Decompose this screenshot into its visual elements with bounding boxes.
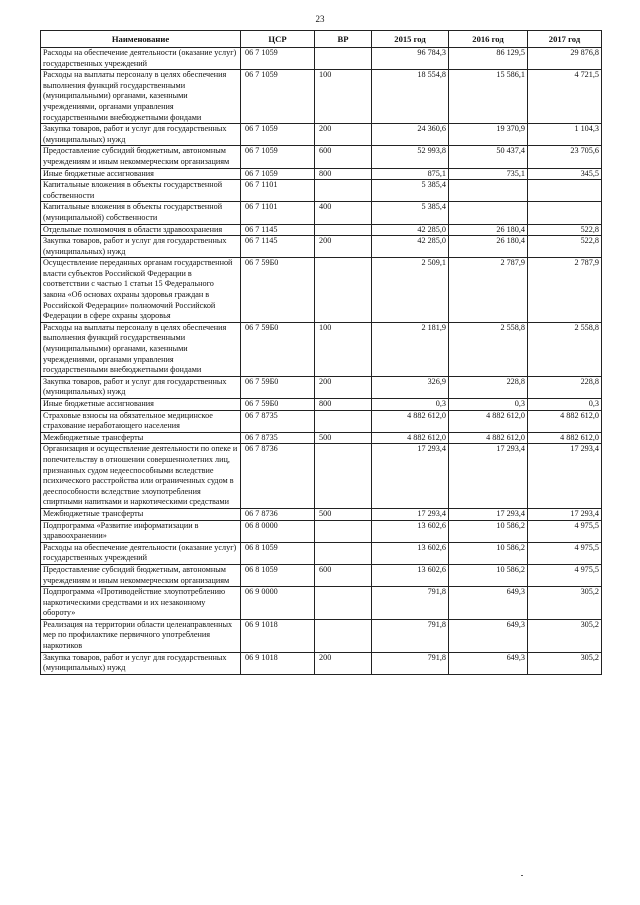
row-2016: 4 882 612,0 [449,432,528,444]
row-2017: 17 293,4 [528,508,602,520]
row-2015: 791,8 [372,587,449,620]
row-2016: 4 882 612,0 [449,410,528,432]
row-2015: 326,9 [372,376,449,398]
table-row [41,322,602,376]
row-name: Расходы на выплаты персоналу в целях обеспечения выполнения функций государственными (муниципальными) органами, казенными учреждениями, органами управления государственными внебюджетными фондами [41,322,241,376]
row-2015: 0,3 [372,399,449,411]
row-2016: 649,3 [449,652,528,674]
row-name: Организация и осуществление деятельности по опеке и попечительству в отношении совершеннолетних лиц, признанных судом недееспособными вследствие психического расстройства или ограниченных судом в дееспособности вследствие злоупотребления спиртными напитками и наркотическими средствами [41,444,241,509]
row-2015: 875,1 [372,168,449,180]
row-csr: 06 7 59Б0 [241,399,315,411]
row-2015: 5 385,4 [372,180,449,202]
row-name: Межбюджетные трансферты [41,432,241,444]
table-row [41,399,602,411]
row-name: Закупка товаров, работ и услуг для государственных (муниципальных) нужд [41,376,241,398]
row-vr [315,619,372,652]
row-vr: 200 [315,376,372,398]
table-row [41,146,602,168]
row-name: Отдельные полномочия в области здравоохранения [41,224,241,236]
row-vr: 200 [315,652,372,674]
row-csr: 06 7 59Б0 [241,322,315,376]
row-vr: 100 [315,70,372,124]
row-2016: 15 586,1 [449,70,528,124]
row-2017: 522,8 [528,236,602,258]
table-row [41,652,602,674]
row-name: Капитальные вложения в объекты государственной (муниципальной) собственности [41,202,241,224]
row-2015: 791,8 [372,619,449,652]
row-vr [315,180,372,202]
row-2016: 649,3 [449,587,528,620]
row-2017: 1 104,3 [528,124,602,146]
row-2016: 0,3 [449,399,528,411]
row-2016: 26 180,4 [449,236,528,258]
row-2016: 17 293,4 [449,508,528,520]
table-header-row [41,31,602,48]
row-csr: 06 7 8736 [241,444,315,509]
row-2016: 735,1 [449,168,528,180]
row-csr: 06 7 1145 [241,224,315,236]
table-row [41,619,602,652]
row-name: Осуществление переданных органам государственной власти субъектов Российской Федерации в соответствии с частью 1 статьи 15 Федерального закона «Об основах охраны здоровья граждан в Российской Федерации» полномочий Российской Федерации в сфере охраны здоровья [41,258,241,323]
row-2015: 17 293,4 [372,508,449,520]
row-name: Расходы на обеспечение деятельности (оказание услуг) государственных учреждений [41,48,241,70]
row-2015: 17 293,4 [372,444,449,509]
row-vr: 200 [315,124,372,146]
header-2015: 2015 год [372,31,449,48]
row-csr: 06 7 1101 [241,202,315,224]
table-row [41,202,602,224]
header-2016: 2016 год [449,31,528,48]
row-2015: 13 602,6 [372,564,449,586]
row-2015: 42 285,0 [372,224,449,236]
row-2017: 522,8 [528,224,602,236]
row-2015: 96 784,3 [372,48,449,70]
row-name: Межбюджетные трансферты [41,508,241,520]
row-2017: 23 705,6 [528,146,602,168]
row-csr: 06 7 59Б0 [241,376,315,398]
table-row [41,520,602,542]
row-2016: 228,8 [449,376,528,398]
table-row [41,180,602,202]
table-row [41,444,602,509]
row-2016: 19 370,9 [449,124,528,146]
row-name: Предоставление субсидий бюджетным, автономным учреждениям и иным некоммерческим организациям [41,564,241,586]
row-2017: 4 882 612,0 [528,410,602,432]
row-name: Закупка товаров, работ и услуг для государственных (муниципальных) нужд [41,236,241,258]
row-2015: 13 602,6 [372,542,449,564]
row-csr: 06 7 8735 [241,432,315,444]
table-row [41,168,602,180]
row-2016 [449,202,528,224]
row-name: Предоставление субсидий бюджетным, автономным учреждениям и иным некоммерческим организациям [41,146,241,168]
row-csr: 06 8 0000 [241,520,315,542]
row-vr [315,587,372,620]
row-2016: 10 586,2 [449,542,528,564]
row-2017: 305,2 [528,619,602,652]
row-csr: 06 7 1101 [241,180,315,202]
row-vr: 600 [315,146,372,168]
row-2015: 18 554,8 [372,70,449,124]
row-2017: 4 975,5 [528,542,602,564]
row-vr: 500 [315,508,372,520]
row-2016: 26 180,4 [449,224,528,236]
row-2015: 2 509,1 [372,258,449,323]
row-name: Страховые взносы на обязательное медицинское страхование неработающего населения [41,410,241,432]
row-vr: 200 [315,236,372,258]
row-csr: 06 7 8735 [241,410,315,432]
row-2017 [528,180,602,202]
row-vr [315,542,372,564]
row-csr: 06 7 1145 [241,236,315,258]
row-vr [315,520,372,542]
table-row [41,236,602,258]
table-row [41,224,602,236]
row-name: Закупка товаров, работ и услуг для государственных (муниципальных) нужд [41,652,241,674]
row-vr: 800 [315,168,372,180]
row-csr: 06 7 1059 [241,70,315,124]
header-csr: ЦСР [241,31,315,48]
row-2016: 50 437,4 [449,146,528,168]
row-csr: 06 8 1059 [241,564,315,586]
row-csr: 06 9 1018 [241,652,315,674]
row-2016 [449,180,528,202]
row-2017: 17 293,4 [528,444,602,509]
row-csr: 06 8 1059 [241,542,315,564]
row-2017: 305,2 [528,652,602,674]
budget-table [40,30,602,675]
row-csr: 06 7 1059 [241,168,315,180]
row-2017: 29 876,8 [528,48,602,70]
table-row [41,542,602,564]
row-2017: 305,2 [528,587,602,620]
row-vr: 500 [315,432,372,444]
row-2017: 0,3 [528,399,602,411]
row-2015: 13 602,6 [372,520,449,542]
row-2016: 86 129,5 [449,48,528,70]
row-2015: 24 360,6 [372,124,449,146]
row-vr [315,48,372,70]
row-2017: 2 558,8 [528,322,602,376]
header-name: Наименование [41,31,241,48]
table-row [41,124,602,146]
row-2016: 2 558,8 [449,322,528,376]
row-2015: 52 993,8 [372,146,449,168]
header-vr: ВР [315,31,372,48]
row-2017: 228,8 [528,376,602,398]
row-2016: 17 293,4 [449,444,528,509]
row-name: Подпрограмма «Противодействие злоупотреблению наркотическими средствами и их незаконному обороту» [41,587,241,620]
row-name: Подпрограмма «Развитие информатизации в здравоохранении» [41,520,241,542]
row-csr: 06 7 59Б0 [241,258,315,323]
row-name: Закупка товаров, работ и услуг для государственных (муниципальных) нужд [41,124,241,146]
row-2017: 4 975,5 [528,520,602,542]
table-body [41,48,602,675]
row-name: Расходы на выплаты персоналу в целях обеспечения выполнения функций государственными (муниципальными) органами, казенными учреждениями, органами управления государственными внебюджетными фондами [41,70,241,124]
row-2017: 4 721,5 [528,70,602,124]
row-csr: 06 7 1059 [241,124,315,146]
table-row [41,410,602,432]
table-row [41,70,602,124]
row-2017: 4 882 612,0 [528,432,602,444]
row-2017: 2 787,9 [528,258,602,323]
row-csr: 06 7 8736 [241,508,315,520]
row-2015: 4 882 612,0 [372,410,449,432]
header-2017: 2017 год [528,31,602,48]
table-row [41,432,602,444]
row-2017: 345,5 [528,168,602,180]
row-vr: 100 [315,322,372,376]
row-2016: 10 586,2 [449,520,528,542]
row-vr [315,444,372,509]
table-row [41,258,602,323]
row-2016: 649,3 [449,619,528,652]
table-row [41,587,602,620]
scan-speck [521,875,523,876]
row-csr: 06 7 1059 [241,48,315,70]
row-2015: 42 285,0 [372,236,449,258]
row-2015: 2 181,9 [372,322,449,376]
row-vr: 600 [315,564,372,586]
row-csr: 06 9 0000 [241,587,315,620]
row-vr [315,410,372,432]
row-name: Реализация на территории области целенаправленных мер по профилактике первичного употребления наркотиков [41,619,241,652]
row-2016: 2 787,9 [449,258,528,323]
row-name: Расходы на обеспечение деятельности (оказание услуг) государственных учреждений [41,542,241,564]
row-2017: 4 975,5 [528,564,602,586]
row-vr: 400 [315,202,372,224]
table-row [41,564,602,586]
row-csr: 06 9 1018 [241,619,315,652]
row-2016: 10 586,2 [449,564,528,586]
row-name: Капитальные вложения в объекты государственной собственности [41,180,241,202]
row-vr [315,258,372,323]
row-vr [315,224,372,236]
page-number: 23 [315,14,325,24]
table-row [41,376,602,398]
row-name: Иные бюджетные ассигнования [41,399,241,411]
row-vr: 800 [315,399,372,411]
table-row [41,48,602,70]
row-csr: 06 7 1059 [241,146,315,168]
row-2015: 5 385,4 [372,202,449,224]
row-name: Иные бюджетные ассигнования [41,168,241,180]
row-2017 [528,202,602,224]
row-2015: 791,8 [372,652,449,674]
row-2015: 4 882 612,0 [372,432,449,444]
table-row [41,508,602,520]
